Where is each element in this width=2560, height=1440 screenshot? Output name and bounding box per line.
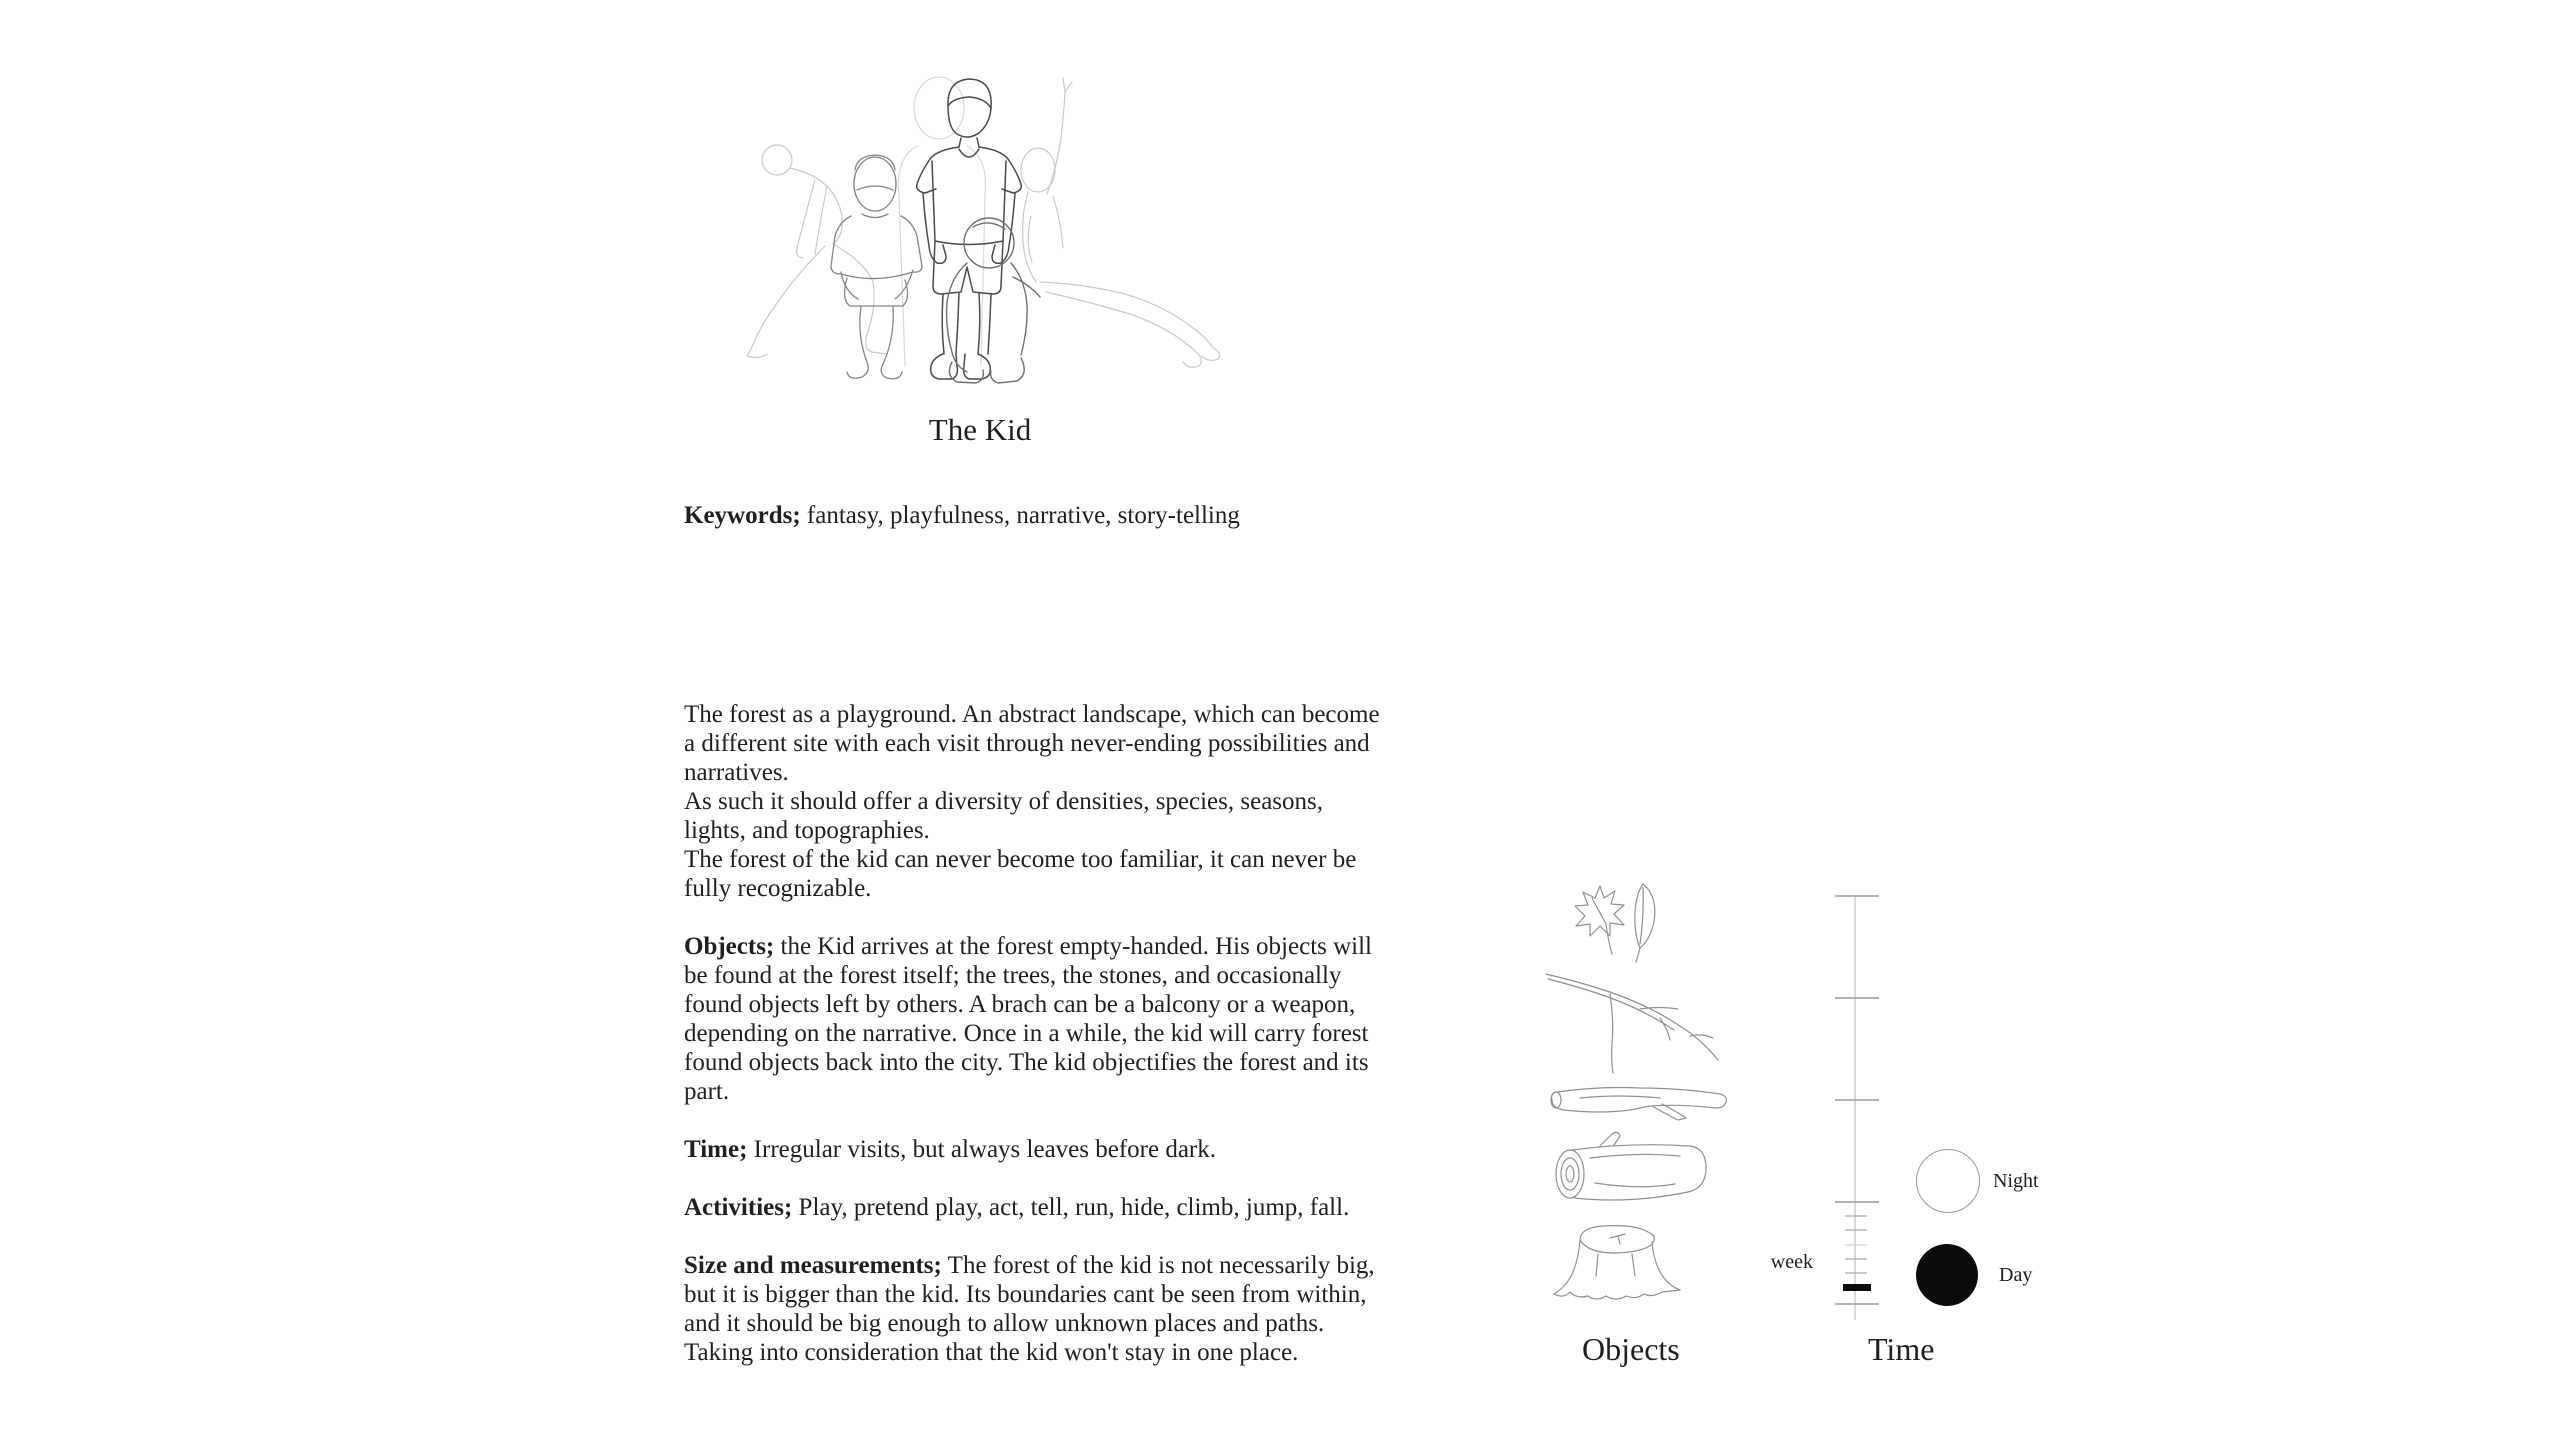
paragraph-line: found objects back into the city. The kid objectifies the forest and its: [684, 1049, 1369, 1076]
timeline-major-ticks: [1835, 896, 1879, 1304]
reaching-girl-figure: [1021, 78, 1220, 367]
day-circle: [1916, 1244, 1978, 1306]
size-paragraph: [684, 1251, 1444, 1367]
time-caption: Time: [1868, 1331, 1935, 1367]
leaf-drawing: [1635, 884, 1655, 962]
objects-paragraph: [684, 932, 1444, 1106]
timeline-visit-marker: [1843, 1284, 1871, 1291]
activities-label: Activities;: [684, 1194, 793, 1221]
intro-line: The forest of the kid can never become too familiar, it can never be: [684, 846, 1357, 873]
intro-line: lights, and topographies.: [684, 817, 930, 844]
night-label: Night: [1993, 1170, 2039, 1192]
objects-caption: Objects: [1582, 1331, 1680, 1367]
bending-kid-figure: [747, 145, 886, 358]
keywords-line: [684, 501, 1240, 530]
paragraph-line: found objects left by others. A brach can be a balcony or a weapon,: [684, 991, 1356, 1018]
stick-drawing: [1551, 1088, 1726, 1121]
day-label: Day: [1999, 1264, 2033, 1286]
objects-figure: [1540, 878, 1740, 1308]
paragraph-line: and it should be big enough to allow unknown places and paths.: [684, 1310, 1325, 1337]
paragraph-line: depending on the narrative. Once in a while, the kid will carry forest: [684, 1020, 1369, 1047]
page-title: The Kid: [928, 412, 1032, 447]
size-label: Size and measurements;: [684, 1252, 942, 1279]
kid-illustration: [745, 66, 1241, 397]
intro-line: a different site with each visit through never-ending possibilities and: [684, 730, 1370, 757]
keywords-text: fantasy, playfulness, narrative, story-telling: [806, 502, 1240, 529]
time-ruler: [1810, 880, 1900, 1330]
timeline-week-ticks: [1845, 1216, 1867, 1273]
keywords-label: Keywords;: [684, 502, 801, 529]
night-circle: [1916, 1149, 1980, 1213]
paragraph-line: Size and measurements; The forest of the kid is not necessarily big,: [684, 1252, 1375, 1279]
week-label: week: [1770, 1251, 1813, 1273]
branch-drawing: [1546, 974, 1718, 1073]
log-drawing: [1556, 1132, 1706, 1200]
intro-line: fully recognizable.: [684, 875, 872, 902]
objects-label: Objects;: [684, 933, 775, 960]
sitting-boy-figure: [831, 155, 922, 379]
paragraph-line: but it is bigger than the kid. Its boundaries cant be seen from within,: [684, 1281, 1367, 1308]
intro-paragraph: [684, 700, 1444, 903]
stump-drawing: [1554, 1226, 1680, 1299]
description-block: [684, 700, 1444, 1367]
intro-line: narratives.: [684, 759, 789, 786]
paragraph-line: Objects; the Kid arrives at the forest empty-handed. His objects will: [684, 933, 1373, 960]
maple-leaf-drawing: [1575, 886, 1624, 954]
activities-paragraph: [684, 1193, 1444, 1222]
paragraph-line: part.: [684, 1078, 730, 1105]
paragraph-line: be found at the forest itself; the trees, the stones, and occasionally: [684, 962, 1342, 989]
intro-line: As such it should offer a diversity of densities, species, seasons,: [684, 788, 1324, 815]
paragraph-line: Time; Irregular visits, but always leaves before dark.: [684, 1136, 1217, 1163]
paragraph-line: Taking into consideration that the kid won't stay in one place.: [684, 1339, 1299, 1366]
intro-line: The forest as a playground. An abstract landscape, which can become: [684, 701, 1380, 728]
paragraph-line: Activities; Play, pretend play, act, tell, run, hide, climb, jump, fall.: [684, 1194, 1350, 1221]
time-label: Time;: [684, 1136, 748, 1163]
time-paragraph: [684, 1135, 1444, 1164]
